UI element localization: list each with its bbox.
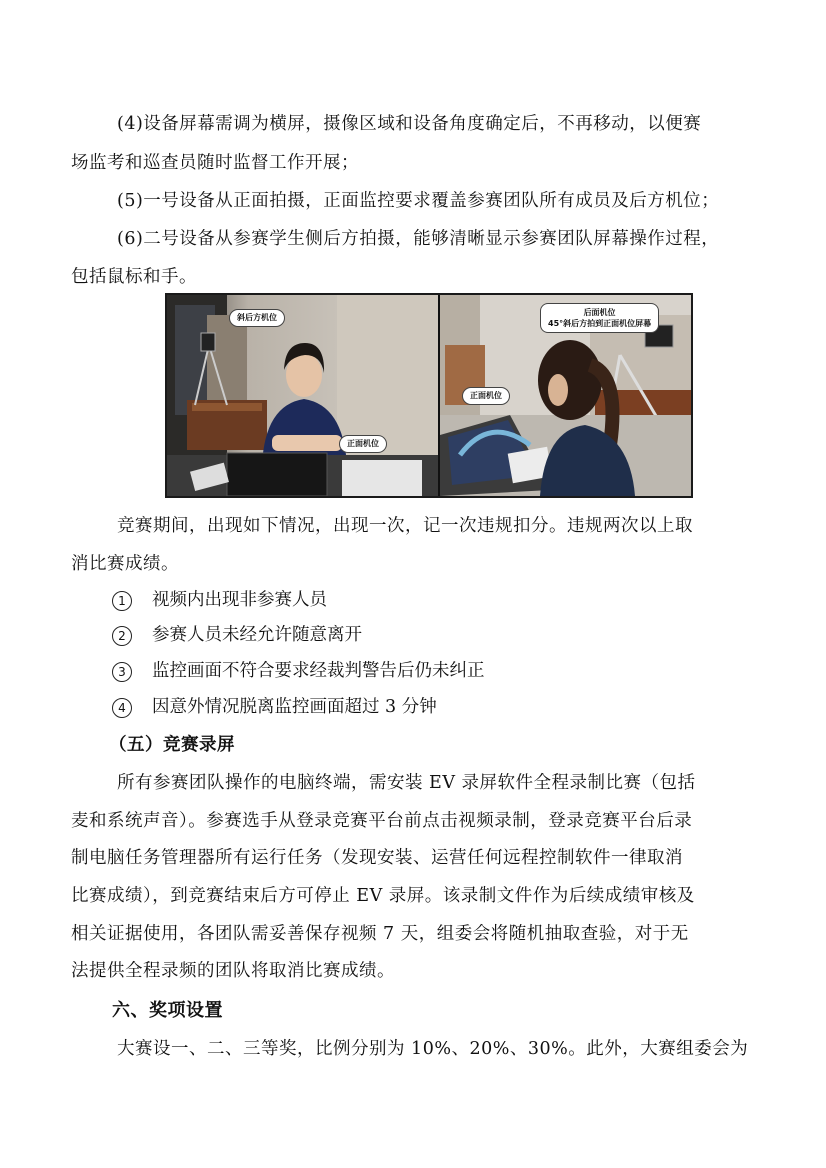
awards-line-1: 大赛设一、二、三等奖，比例分别为 10%、20%、30%。此外，大赛组委会为 [117,1039,749,1059]
camera-setup-photo [165,293,693,498]
item4-line2: 场监考和巡查员随时监督工作开展； [71,153,359,173]
item4-line1: (4)设备屏幕需调为横屏，摄像区域和设备角度确定后，不再移动，以便赛 [117,114,702,134]
item6-line1: (6)二号设备从参赛学生侧后方拍摄，能够清晰显示参赛团队屏幕操作过程， [117,229,720,249]
recording-line-4: 比赛成绩），到竞赛结束后方可停止 EV 录屏。该录制文件作为后续成绩审核及 [71,886,695,906]
violation-item-1 [112,590,327,611]
item6-line2: 包括鼠标和手。 [71,267,197,287]
circled-number-2: 2 [112,626,132,646]
violations-intro-line2: 消比赛成绩。 [71,554,179,574]
label-rear-oblique: 斜后方机位 [229,309,285,327]
recording-line-1: 所有参赛团队操作的电脑终端，需安装 EV 录屏软件全程录制比赛（包括 [117,773,696,793]
photo-right-panel [440,295,691,496]
front-view-illustration [167,295,438,496]
label-rear [540,303,659,333]
violation-text-4: 因意外情况脱离监控画面超过 3 分钟 [152,697,437,717]
circled-number-4: 4 [112,698,132,718]
item5: (5)一号设备从正面拍摄，正面监控要求覆盖参赛团队所有成员及后方机位； [117,191,720,211]
circled-number-1: 1 [112,591,132,611]
violation-item-3 [112,661,485,682]
recording-heading: （五）竞赛录屏 [109,735,235,755]
label-front-right: 正面机位 [462,387,510,405]
violation-text-1: 视频内出现非参赛人员 [152,590,327,610]
violation-item-2 [112,625,362,646]
recording-line-6: 法提供全程录频的团队将取消比赛成绩。 [71,961,395,981]
recording-line-5: 相关证据使用，各团队需妥善保存视频 7 天，组委会将随机抽取查验，对于无 [71,924,689,944]
violations-intro-line1: 竞赛期间，出现如下情况，出现一次，记一次违规扣分。违规两次以上取 [117,516,693,536]
violation-item-4 [112,697,437,718]
violation-text-3: 监控画面不符合要求经裁判警告后仍未纠正 [152,661,485,681]
label-rear-title: 后面机位 [583,308,616,317]
label-rear-subtitle: 45°斜后方拍到正面机位屏幕 [548,319,652,328]
label-front-left: 正面机位 [339,435,387,453]
violation-text-2: 参赛人员未经允许随意离开 [152,625,362,645]
awards-heading: 六、奖项设置 [112,1000,223,1021]
circled-number-3: 3 [112,662,132,682]
recording-line-2: 麦和系统声音）。参赛选手从登录竞赛平台前点击视频录制，登录竞赛平台后录 [71,811,693,831]
recording-line-3: 制电脑任务管理器所有运行任务（发现安装、运营任何远程控制软件一律取消 [71,848,683,868]
photo-left-panel [167,295,438,496]
